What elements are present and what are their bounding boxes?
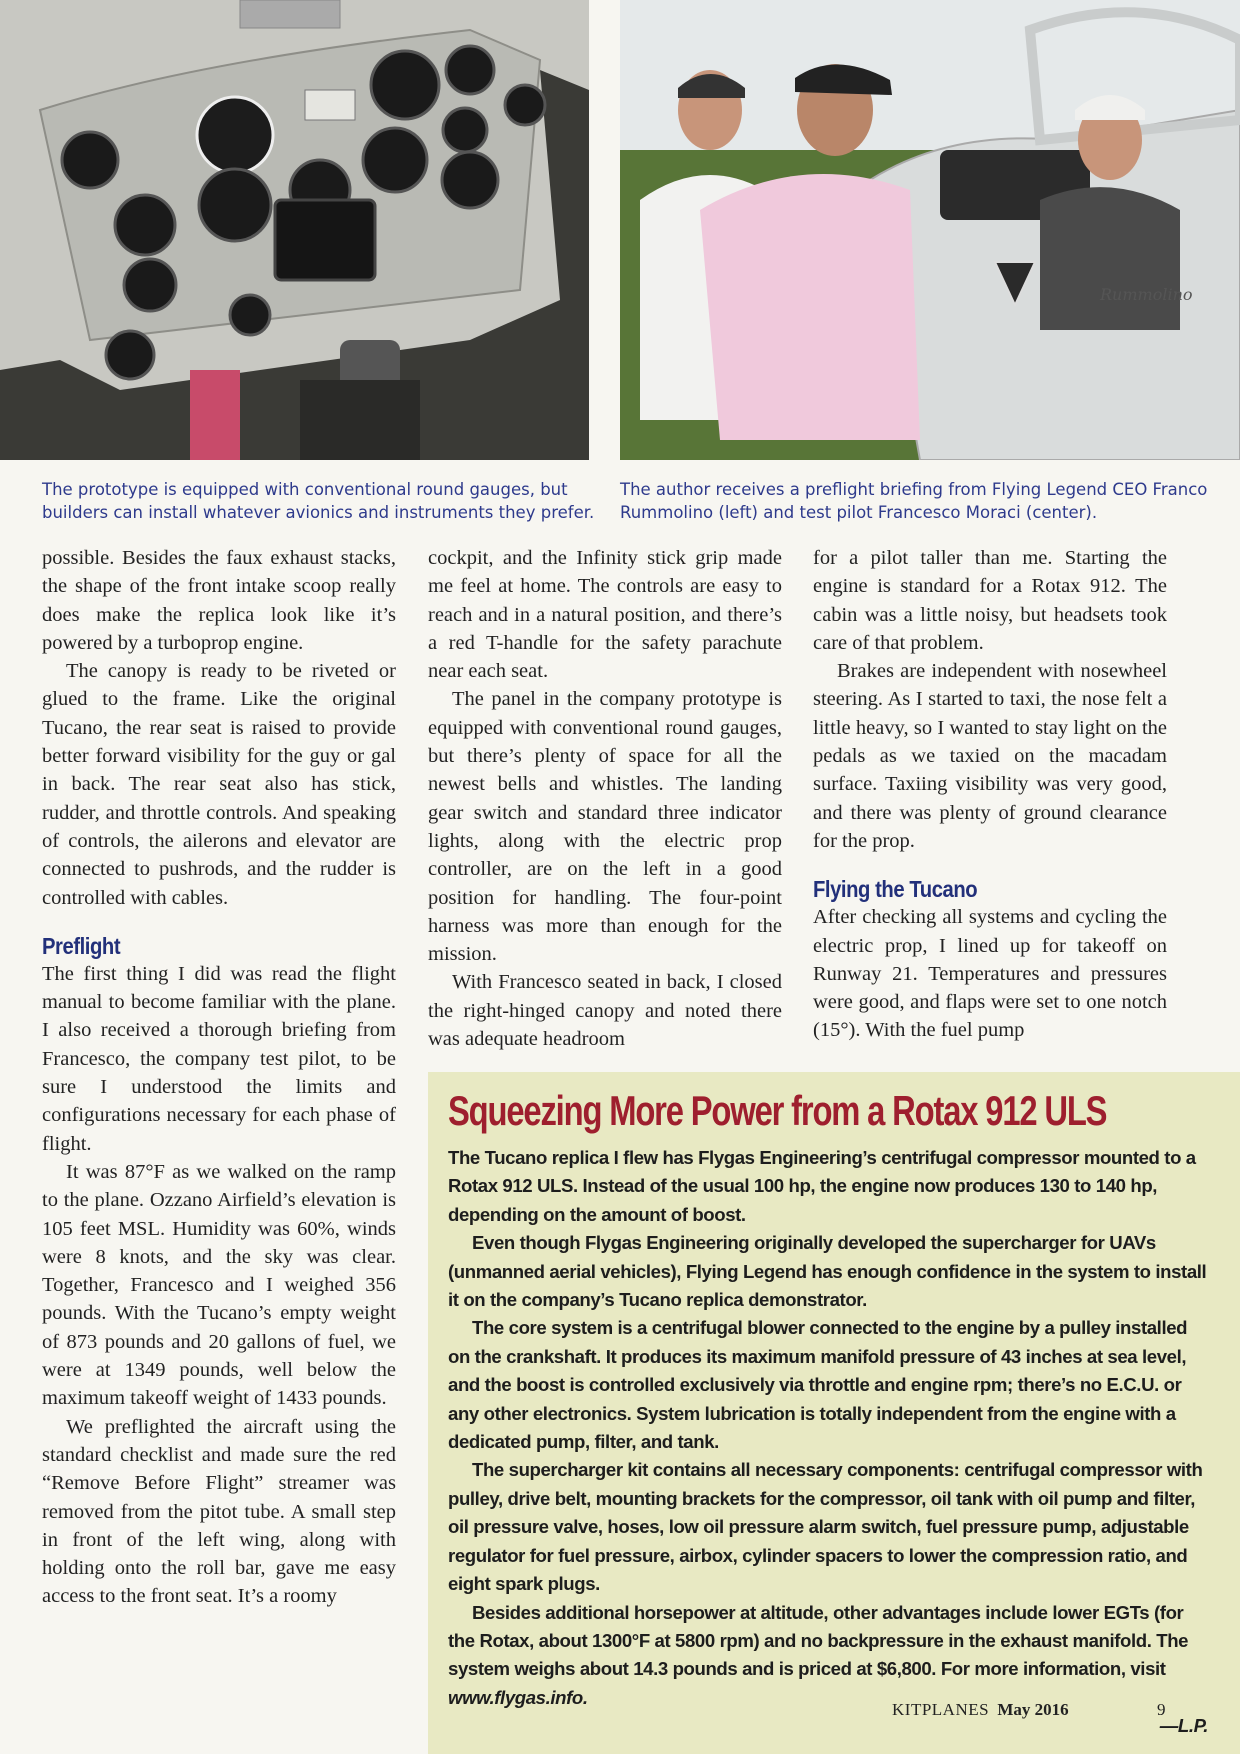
- sidebar-signature: —L.P.: [1159, 1715, 1208, 1737]
- section-heading-flying-the-tucano: Flying the Tucano: [813, 876, 978, 903]
- paragraph: We preflighted the aircraft using the standard checklist and made sure the red “Remove Before Flight” streamer was removed from the pitot tube. A small step in front of the left wing, along with holding onto the roll bar, gave me easy access to the front seat. It’s a roomy: [42, 1415, 396, 1608]
- paragraph: The canopy is ready to be riveted or glued to the frame. Like the original Tucano, the rear seat is raised to provide better forward visibility for the guy or gal in back. The rear seat also has stick, rudder, and throttle controls. And speaking of controls, the ailerons and elevator are connected to pushrods, and the rudder is controlled with cables.: [42, 660, 396, 909]
- article-column-1: [42, 544, 396, 1611]
- paragraph: The panel in the company prototype is equipped with conventional round gauges, but there’s plenty of space for all the newest bells and whistles. The landing gear switch and standard three indicator lights, along with the electric prop controller, are on the left in a good position for handling. The four-point harness was more than enough for the mission.: [428, 688, 782, 966]
- sidebar-title: Squeezing More Power from a Rotax 912 ULS: [448, 1087, 1107, 1134]
- sidebar-paragraph: The supercharger kit contains all necessary components: centrifugal compressor with pulley, drive belt, mounting brackets for the compressor, oil tank with oil pump and filter, oil pressure valve, hoses, low oil pressure alarm switch, fuel pressure pump, adjustable regulator for fuel pressure, airbox, cylinder spacers to lower the compression ratio, and eight spark plugs.: [448, 1459, 1203, 1595]
- issue-date: May 2016: [997, 1700, 1069, 1719]
- sidebar-body: [448, 1144, 1208, 1741]
- article-column-3: [813, 544, 1167, 1045]
- magazine-name: KITPLANES: [892, 1700, 990, 1719]
- sidebar-paragraph: The Tucano replica I flew has Flygas Engineering’s centrifugal compressor mounted to a Rotax 912 ULS. Instead of the usual 100 hp, the engine now produces 130 to 140 hp, depending on the amount of boost.: [448, 1147, 1196, 1225]
- article-column-2: [428, 544, 782, 1053]
- paragraph: With Francesco seated in back, I closed the right-hinged canopy and noted there was adequate headroom: [428, 971, 782, 1051]
- paragraph: The first thing I did was read the flight manual to become familiar with the plane. I also received a thorough briefing from Francesco, the company test pilot, to be sure I understood the limits and configurations necessary for each phase of flight.: [42, 962, 396, 1155]
- preflight-briefing-photo: [620, 0, 1240, 460]
- sidebar-box: [428, 1072, 1240, 1754]
- instrument-panel-photo: [0, 0, 589, 460]
- sidebar-paragraph: The core system is a centrifugal blower connected to the engine by a pulley installed on the crankshaft. It produces its maximum manifold pressure of 43 inches at sea level, and the boost is controlled exclusively via throttle and engine rpm; there’s no E.C.U. or any other electronics. System lubrication is totally independent from the engine with a dedicated pump, filter, and tank.: [448, 1317, 1188, 1453]
- paragraph: Brakes are independent with nosewheel steering. As I started to taxi, the nose felt a little heavy, so I wanted to stay light on the pedals as we taxied on the macadam surface. Taxiing visibility was very good, and there was plenty of ground clearance for the prop.: [813, 660, 1167, 852]
- preflight-briefing-illustration: [620, 0, 1240, 460]
- paragraph: possible. Besides the faux exhaust stacks, the shape of the front intake scoop really does make the replica look like it’s powered by a turboprop engine.: [42, 547, 396, 654]
- sidebar-paragraph-text: Besides additional horsepower at altitude, other advantages include lower EGTs (for the Rotax, about 1300°F at 5800 rpm) and no backpressure in the exhaust manifold. The system weighs about 14.3 pounds and is priced at $6,800. For more information, visit: [448, 1601, 1189, 1680]
- paragraph: It was 87°F as we walked on the ramp to the plane. Ozzano Airfield’s elevation is 105 feet MSL. Humidity was 60%, winds were 8 knots, and the sky was clear. Together, Francesco and I weighed 356 pounds. With the Tucano’s empty weight of 873 pounds and 20 gallons of fuel, we were at 1349 pounds, well below the maximum takeoff weight of 1433 pounds.: [42, 1160, 396, 1410]
- paragraph: cockpit, and the Infinity stick grip made me feel at home. The controls are easy to reach and in a natural position, and there’s a red T-handle for the safety parachute near each seat.: [428, 547, 782, 683]
- instrument-panel-illustration: [0, 0, 589, 460]
- photo-caption-left: The prototype is equipped with conventional round gauges, but builders can install whatever avionics and instruments they prefer.: [42, 480, 595, 522]
- photo-caption-right: The author receives a preflight briefing from Flying Legend CEO Franco Rummolino (left) and test pilot Francesco Moraci (center).: [620, 480, 1208, 522]
- sidebar-paragraph: Even though Flygas Engineering originally developed the supercharger for UAVs (unmanned aerial vehicles), Flying Legend has enough confidence in the system to install it on the company’s Tucano replica demonstrator.: [448, 1232, 1207, 1311]
- paragraph: After checking all systems and cycling the electric prop, I lined up for takeoff on Runway 21. Temperatures and pressures were good, and flaps were set to one notch (15°). With the fuel pump: [813, 906, 1167, 1042]
- sidebar-paragraph: [448, 1599, 1208, 1713]
- page-number: 9: [1157, 1700, 1166, 1719]
- paragraph: for a pilot taller than me. Starting the engine is standard for a Rotax 912. The cabin was a little noisy, but headsets took care of that problem.: [813, 547, 1167, 654]
- flygas-link[interactable]: www.flygas.info.: [448, 1686, 588, 1708]
- fuselage-lettering: Rummolino: [1100, 285, 1193, 304]
- page-footer: [892, 1700, 1069, 1720]
- section-heading-preflight: Preflight: [42, 932, 121, 959]
